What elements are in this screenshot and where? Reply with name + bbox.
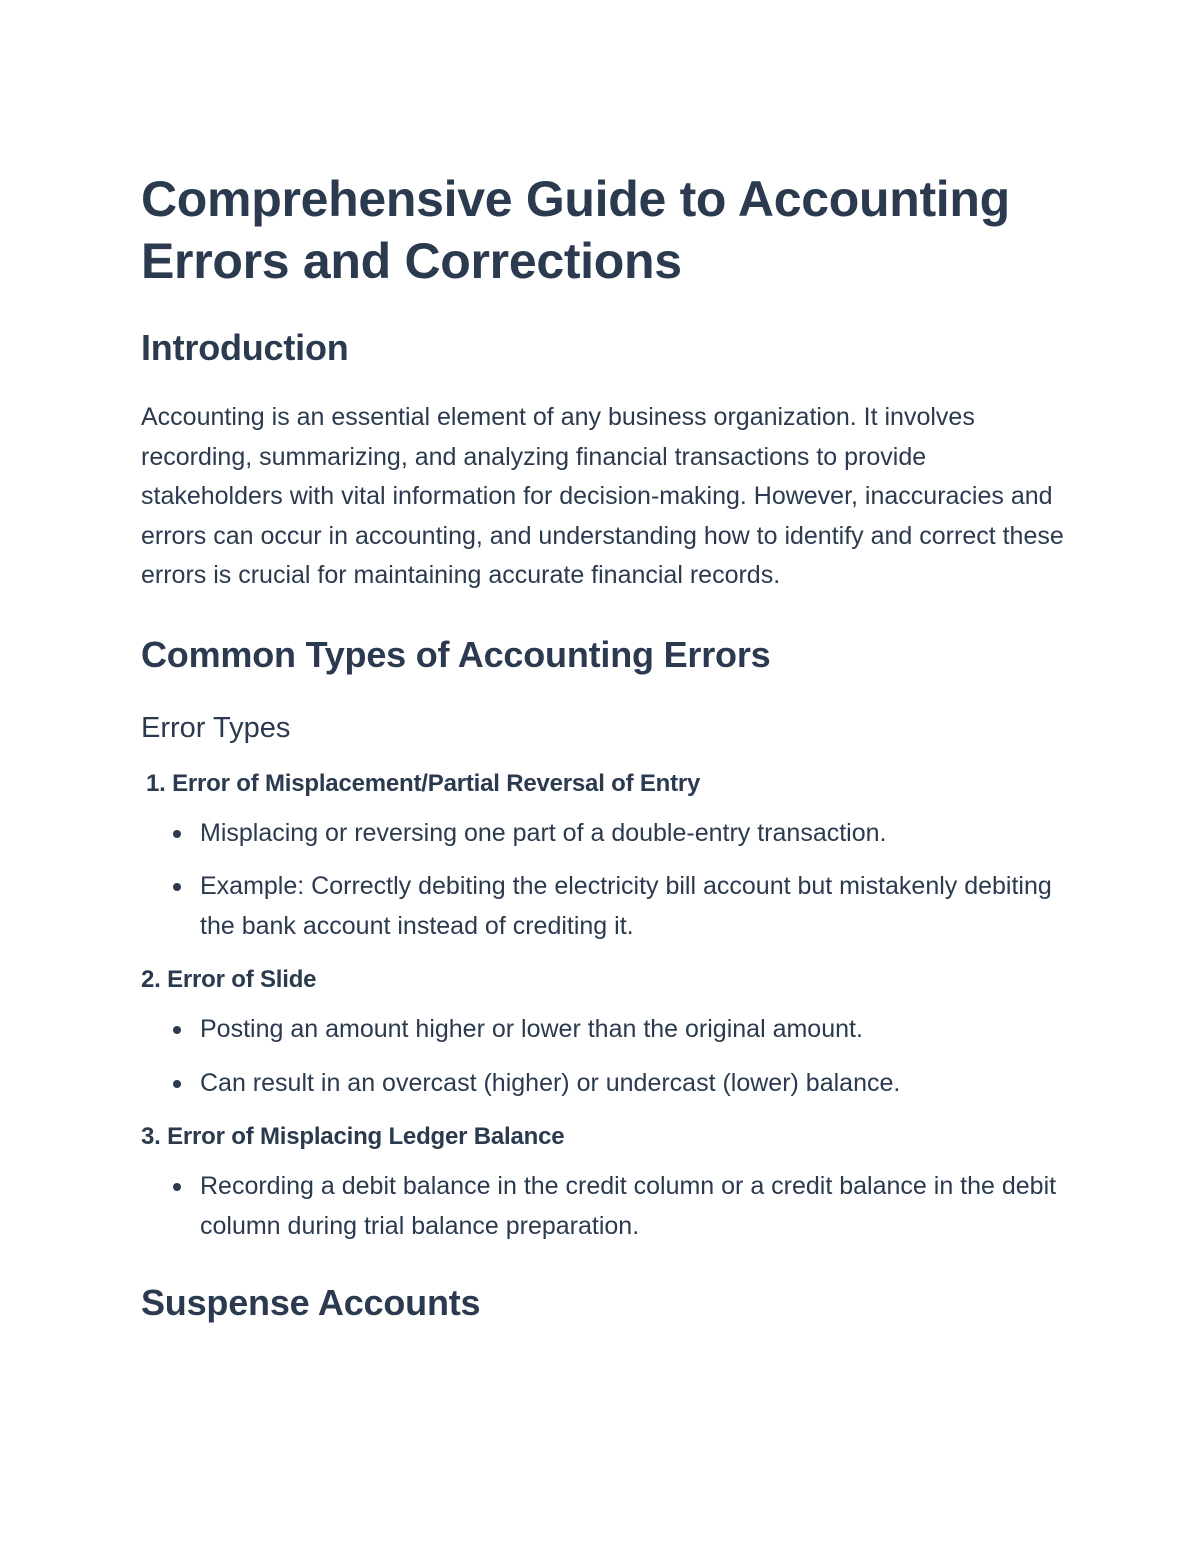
error-types-list	[141, 768, 1071, 1247]
introduction-heading: Introduction	[141, 327, 349, 368]
bullet-list	[141, 1167, 1071, 1246]
error-types-subheading: Error Types	[141, 711, 291, 744]
error-item-heading	[141, 964, 1071, 996]
introduction-paragraph: Accounting is an essential element of any business organization. It involves recording, summarizing, and analyzing financial transactions to provide stakeholders with vital information for decision-making. However, inaccuracies and errors can occur in accounting, and understanding how to identify and correct these errors is crucial for maintaining accurate financial records.	[141, 403, 1064, 589]
document-page	[141, 168, 1071, 1325]
bullet-list	[141, 1010, 1071, 1103]
common-types-heading: Common Types of Accounting Errors	[141, 633, 771, 675]
bullet-item: Posting an amount higher or lower than the original amount.	[200, 1010, 1071, 1050]
bullet-item: Can result in an overcast (higher) or undercast (lower) balance.	[200, 1064, 1071, 1104]
error-item-label: Error of Slide	[167, 966, 317, 993]
bullet-item: Misplacing or reversing one part of a double-entry transaction.	[200, 814, 1071, 854]
bullet-item: Example: Correctly debiting the electricity bill account but mistakenly debiting the bank account instead of crediting it.	[200, 867, 1071, 946]
list-item	[141, 768, 1071, 947]
document-title: Comprehensive Guide to Accounting Errors and Corrections	[141, 171, 1010, 289]
error-item-label: Error of Misplacing Ledger Balance	[167, 1123, 565, 1150]
list-number: 2.	[141, 966, 161, 993]
list-item	[141, 1121, 1071, 1246]
list-item	[141, 964, 1071, 1103]
suspense-accounts-heading: Suspense Accounts	[141, 1282, 481, 1323]
error-item-heading	[141, 1121, 1071, 1153]
bullet-list	[141, 814, 1071, 947]
error-item-label: Error of Misplacement/Partial Reversal of Entry	[172, 769, 701, 797]
error-item-heading	[141, 768, 1071, 800]
list-number: 3.	[141, 1123, 161, 1150]
bullet-item: Recording a debit balance in the credit column or a credit balance in the debit column during trial balance preparation.	[200, 1167, 1071, 1246]
list-number: 1.	[146, 769, 166, 797]
